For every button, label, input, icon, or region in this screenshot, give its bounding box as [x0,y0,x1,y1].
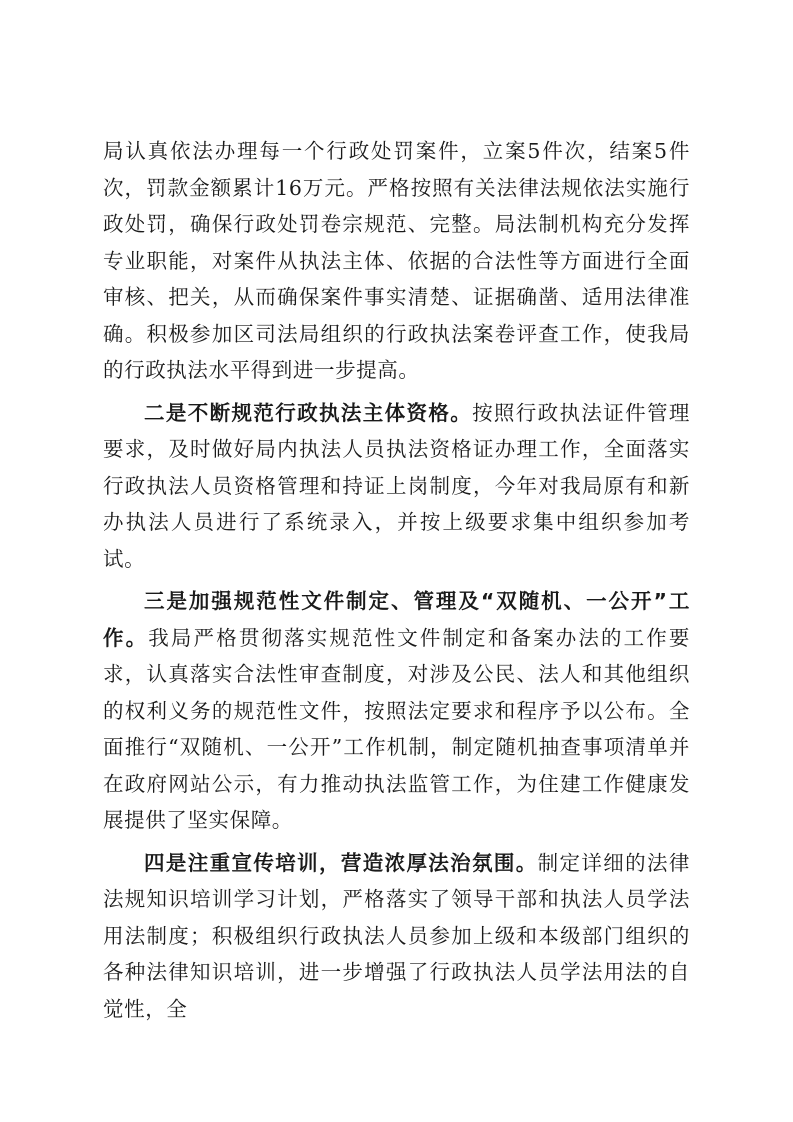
paragraph-publicity-training [103,845,690,1028]
paragraph-text: 制定详细的法律法规知识培训学习计划，严格落实了领导干部和执法人员学法用法制度；积极组织行政执法人员参加上级和本级部门组织的各种法律知识培训，进一步增强了行政执法人员学法用法的自觉性，全 [103,850,690,1021]
paragraph-lead: 四是注重宣传培训，营造浓厚法治氛围。 [144,850,538,875]
paragraph-lead: 三是加强规范性文件制定、管理及“双随机、一公开”工作。 [103,589,690,650]
paragraph-case-handling [103,133,690,389]
document-page [103,133,690,1033]
paragraph-lead: 二是不断规范行政执法主体资格。 [144,400,473,425]
paragraph-text: 按照行政执法证件管理要求，及时做好局内执法人员执法资格证办理工作，全面落实行政执法人员资格管理和持证上岗制度，今年对我局原有和新办执法人员进行了系统录入，并按上级要求集中组织参加考试。 [103,400,690,571]
paragraph-text: 我局严格贯彻落实规范性文件制定和备案办法的工作要求，认真落实合法性审查制度，对涉及公民、法人和其他组织的权利义务的规范性文件，按照法定要求和程序予以公布。全面推行“双随机、一公开”工作机制，制定随机抽查事项清单并在政府网站公示，有力推动执法监管工作，为住建工作健康发展提供了坚实保障。 [103,625,690,832]
paragraph-text: 局认真依法办理每一个行政处罚案件，立案5件次，结案5件次，罚款金额累计16万元。严格按照有关法律法规依法实施行政处罚，确保行政处罚卷宗规范、完整。局法制机构充分发挥专业职能，对案件从执法主体、依据的合法性等方面进行全面审核、把关，从而确保案件事实清楚、证据确凿、适用法律准确。积极参加区司法局组织的行政执法案卷评查工作，使我局的行政执法水平得到进一步提高。 [103,139,690,382]
paragraph-enforcement-qualification [103,395,690,578]
paragraph-normative-documents [103,583,690,839]
